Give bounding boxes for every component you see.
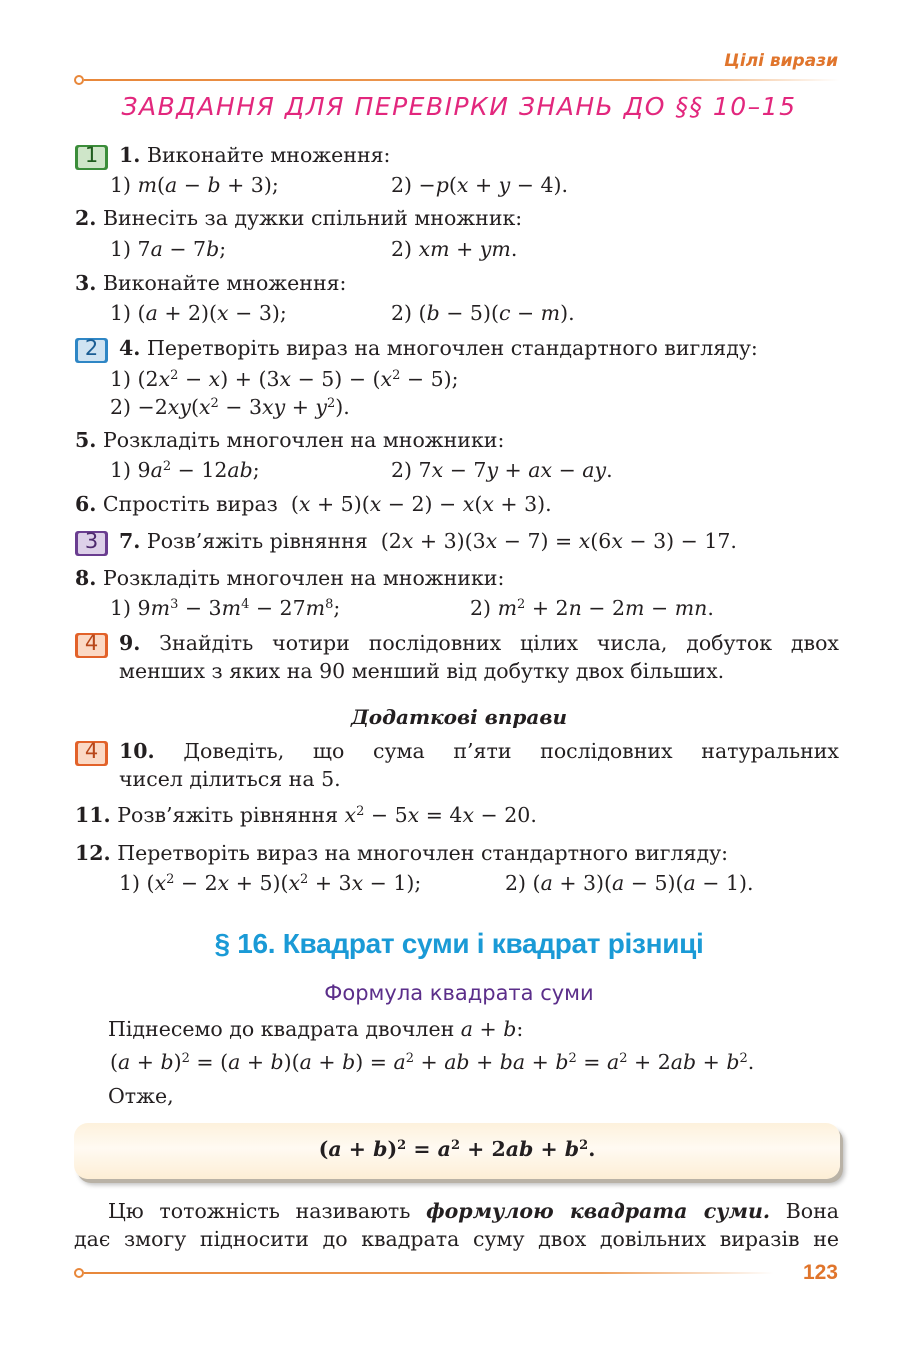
- task-8-statement: 8. Розкладіть многочлен на множники:: [75, 566, 505, 590]
- task-4-statement: 4. Перетворіть вираз на многочлен стандартного вигляду:: [119, 336, 758, 360]
- task-8-part-2: 2) $m^2 + 2n - 2m$ − mn.: [470, 596, 714, 620]
- paragraph-line-1: Цю тотожність називають формулою квадрата суми. Вона: [108, 1199, 840, 1223]
- task-5-part-1: 1) $9a^2 - 12ab$;: [110, 458, 260, 482]
- task-7-statement: 7. Розв’яжіть рівняння (2x + 3)(3x − 7) = x(6x − 3) − 17.: [119, 529, 737, 553]
- task-4-part-2: $2) -2xy(x^2 - 3xy + y^2)$.: [110, 395, 350, 419]
- task-10-line-2: чисел ділиться на 5.: [119, 767, 341, 791]
- task-9-line-2: менших з яких на 90 менший від добутку двох більших.: [119, 659, 725, 683]
- level-3-badge: 3: [75, 531, 108, 556]
- therefore-word: Отже,: [108, 1084, 174, 1108]
- derivation-equation: $(a + b)^2 = (a + b)(a + b) = a^2$ + ab + ba + $b^2 = a^2 + 2ab + b^2$.: [110, 1050, 755, 1074]
- task-2-statement: 2. Винесіть за дужки спільний множник:: [75, 206, 523, 230]
- task-3-part-2: 2) (b − 5)(c − m).: [391, 301, 575, 325]
- task-1-part-2: 2) −p(x + y − 4).: [391, 173, 569, 197]
- task-1-statement: 1. Виконайте множення:: [119, 143, 391, 167]
- footer-rule-dot: [74, 1268, 84, 1278]
- task-3-part-1: 1) (a + 2)(x − 3);: [110, 301, 287, 325]
- header-rule: [84, 79, 840, 81]
- formula-subtitle: Формула квадрата суми: [324, 981, 594, 1005]
- task-6-statement: 6. Спростіть вираз (x + 5)(x − 2) − x(x + 3).: [75, 492, 552, 516]
- task-3-statement: 3. Виконайте множення:: [75, 271, 347, 295]
- header-rule-dot: [74, 75, 84, 85]
- task-4-part-1: 1) $(2x^2 - x) + (3x - 5) - (x^2 - 5)$;: [110, 367, 459, 391]
- task-1-part-1: 1) m(a − b + 3);: [110, 173, 279, 197]
- paragraph-line-2: дає змогу підносити до квадрата суму двох довільних виразів не: [74, 1227, 839, 1251]
- task-10-line-1: 10. Доведіть, що сума п’яти послідовних натуральних: [119, 739, 839, 763]
- formula-highlight-box: [74, 1123, 840, 1179]
- quiz-title: ЗАВДАННЯ ДЛЯ ПЕРЕВІРКИ ЗНАНЬ ДО §§ 10–15: [121, 92, 797, 121]
- task-12-part-1: 1) $(x^2 - 2x + 5)(x^2 + 3x - 1)$;: [119, 871, 422, 895]
- task-2-part-2: 2) xm + ym.: [391, 237, 518, 261]
- task-12-part-2: 2) (a + 3)(a − 5)(a − 1).: [505, 871, 754, 895]
- intro-sentence: Піднесемо до квадрата двочлен a + b:: [108, 1017, 524, 1041]
- square-of-sum-formula: $(a + b)^2 = a^2 + 2ab + b^2$.: [318, 1137, 596, 1161]
- task-11-statement: 11. Розв’яжіть рівняння $x^2 - 5x = 4x - 20$.: [75, 803, 537, 827]
- task-8-part-1: 1) $9m^3 - 3m^4 - 27m^8$;: [110, 596, 341, 620]
- task-9-line-1: 9. Знайдіть чотири послідовних цілих числа, добуток двох: [119, 631, 839, 655]
- task-2-part-1: 1) 7a − 7b;: [110, 237, 227, 261]
- footer-rule: [84, 1272, 774, 1274]
- level-1-badge: 1: [75, 145, 108, 170]
- section-16-title: § 16. Квадрат суми і квадрат різниці: [214, 928, 704, 959]
- running-head: Цілі вирази: [724, 51, 838, 71]
- level-2-badge: 2: [75, 338, 108, 363]
- extra-exercises-title: Додаткові вправи: [350, 705, 567, 729]
- page-number: 123: [802, 1261, 838, 1284]
- task-5-part-2: 2) 7x − 7y + ax − ay.: [391, 458, 613, 482]
- level-4-badge-extra: 4: [75, 741, 108, 766]
- task-12-statement: 12. Перетворіть вираз на многочлен стандартного вигляду:: [75, 841, 729, 865]
- level-4-badge: 4: [75, 633, 108, 658]
- task-5-statement: 5. Розкладіть многочлен на множники:: [75, 428, 505, 452]
